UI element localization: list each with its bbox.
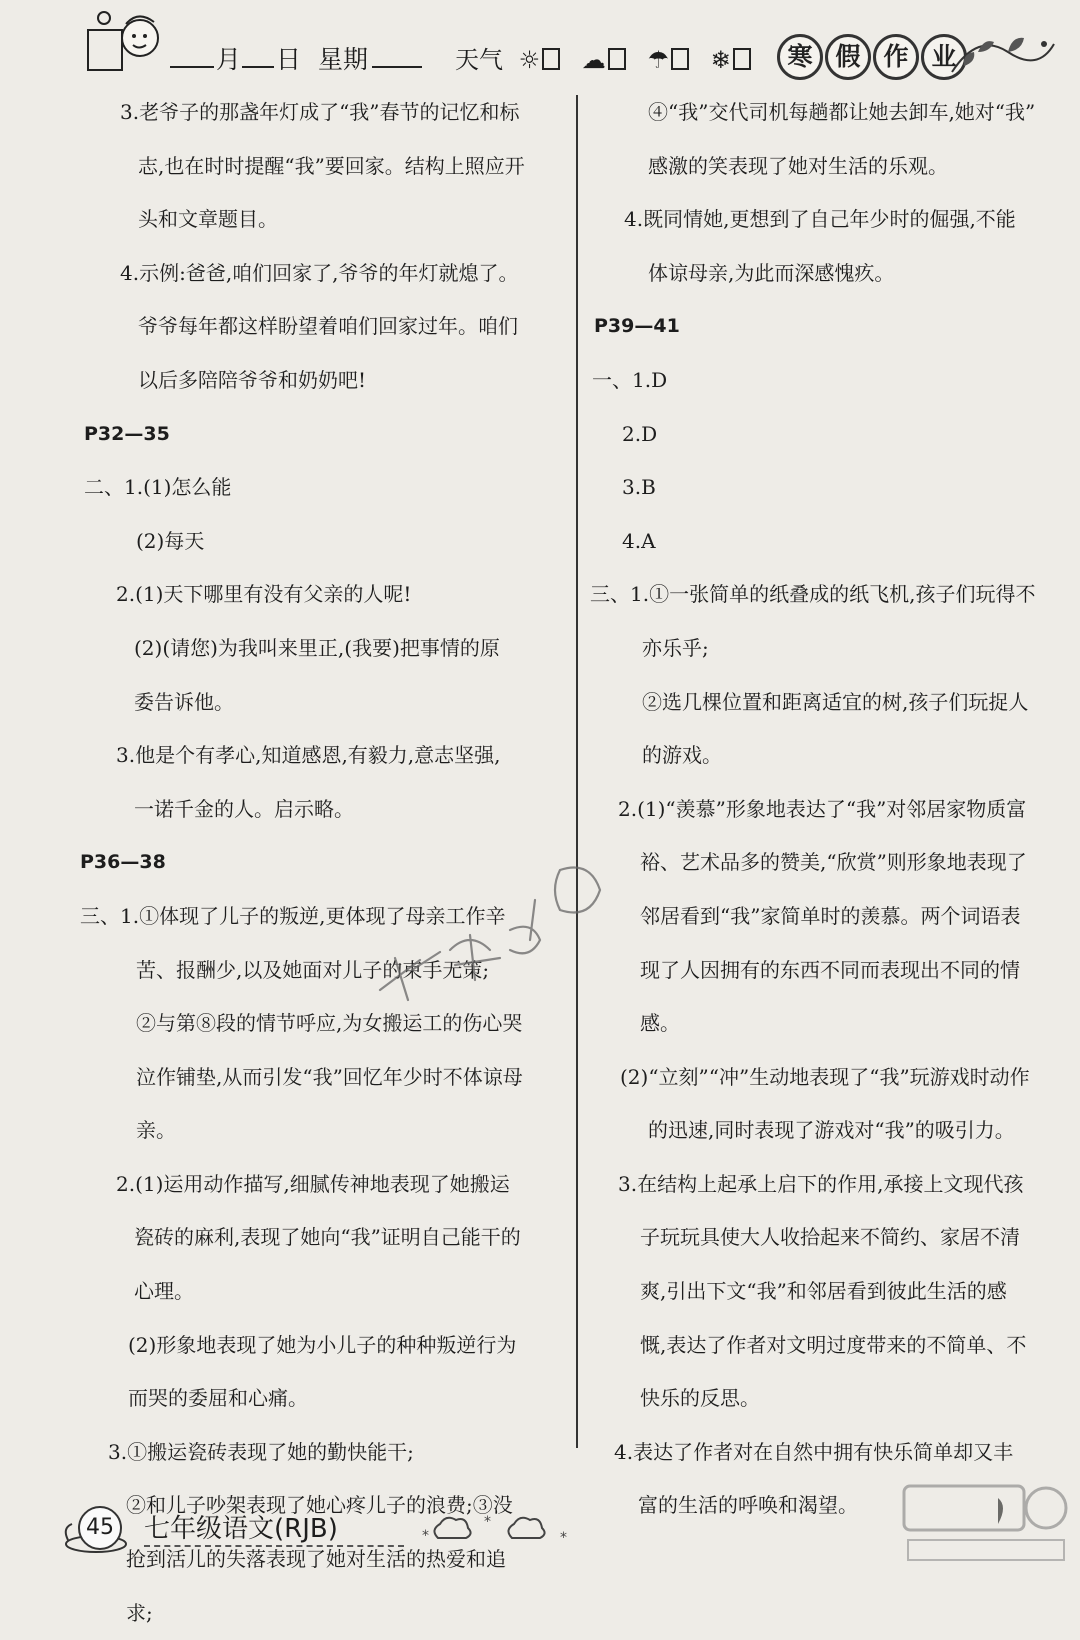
answer-line: 亦乐乎;	[642, 635, 709, 660]
day-label: 日	[276, 45, 302, 74]
answer-line: 子玩玩具使大人收拾起来不简约、家居不清	[640, 1225, 1020, 1250]
answer-line: ②选几棵位置和距离适宜的树,孩子们玩捉人	[642, 689, 1029, 714]
answer-line: (2)“立刻”“冲”生动地表现了“我”玩游戏时动作	[620, 1064, 1030, 1089]
answer-line: 抢到活儿的失落表现了她对生活的热爱和追	[126, 1547, 506, 1572]
answer-line: 2.(1)天下哪里有没有父亲的人呢!	[116, 582, 412, 607]
answer-line: 富的生活的呼唤和渴望。	[638, 1493, 858, 1518]
weather-label: 天气	[455, 46, 503, 74]
answer-line: 3.①搬运瓷砖表现了她的勤快能干;	[108, 1439, 414, 1464]
answer-line: 的迅速,同时表现了游戏对“我”的吸引力。	[648, 1118, 1015, 1143]
vine-decoration-icon	[948, 22, 1058, 82]
answer-line: 3.在结构上起承上启下的作用,承接上文现代孩	[618, 1171, 1024, 1196]
day-blank[interactable]	[242, 66, 274, 68]
weather-row	[455, 40, 751, 75]
answer-line: (2)每天	[136, 528, 205, 553]
answer-line: 体谅母亲,为此而深感愧疚。	[648, 260, 895, 285]
weekday-label: 星期	[318, 45, 369, 74]
answer-column-right	[590, 86, 1060, 1533]
answer-line: 感激的笑表现了她对生活的乐观。	[648, 153, 948, 178]
cloudy-checkbox[interactable]	[608, 48, 626, 70]
cloud-icon: ☁	[581, 46, 606, 74]
answer-line: 三、1.①体现了儿子的叛逆,更体现了母亲工作辛	[80, 903, 506, 928]
answer-line: ②与第⑧段的情节呼应,为女搬运工的伤心哭	[136, 1011, 523, 1036]
svg-text:*: *	[560, 1530, 567, 1546]
answer-line: (2)形象地表现了她为小儿子的种种叛逆行为	[128, 1332, 517, 1357]
title-underline	[144, 1545, 404, 1547]
answer-line: 亲。	[136, 1118, 176, 1143]
answer-line: 邻居看到“我”家简单时的羡慕。两个词语表	[640, 903, 1021, 928]
answer-line: 快乐的反思。	[640, 1386, 760, 1411]
column-divider	[576, 95, 578, 1448]
month-blank[interactable]	[170, 66, 214, 68]
answer-line: ④“我”交代司机每趟都让她去卸车,她对“我”	[648, 100, 1036, 124]
answer-line: 而哭的委屈和心痛。	[128, 1386, 308, 1411]
rainy-checkbox[interactable]	[671, 48, 689, 70]
answer-line: 的游戏。	[642, 743, 722, 768]
answer-line: 以后多陪陪爷爷和奶奶吧!	[138, 367, 367, 392]
answer-line: 2.(1)运用动作描写,细腻传神地表现了她搬运	[116, 1171, 510, 1196]
answer-line: 一、1.D	[592, 367, 668, 392]
answer-line: 现了人因拥有的东西不同而表现出不同的情	[640, 957, 1020, 982]
svg-text:*: *	[422, 1528, 429, 1544]
answer-line: 4.A	[622, 528, 656, 553]
answer-line: 慨,表达了作者对文明过度带来的不简单、不	[640, 1332, 1027, 1357]
answer-line: ②和儿子吵架表现了她心疼儿子的浪费;③没	[126, 1493, 513, 1518]
page-header	[0, 0, 1080, 90]
answer-line: 4.既同情她,更想到了自己年少时的倔强,不能	[624, 207, 1016, 232]
answer-line: 爽,引出下文“我”和邻居看到彼此生活的感	[640, 1279, 1007, 1304]
answer-line: 苦、报酬少,以及她面对儿子的束手无策;	[136, 957, 490, 982]
sun-icon: ☼	[518, 46, 541, 74]
weekday-blank[interactable]	[372, 66, 422, 68]
answer-line: 瓷砖的麻利,表现了她向“我”证明自己能干的	[134, 1225, 521, 1250]
answer-line: 4.表达了作者对在自然中拥有快乐简单却又丰	[614, 1439, 1014, 1464]
snow-icon: ❄	[710, 46, 731, 74]
answer-line: 感。	[640, 1011, 680, 1036]
answer-line: 2.(1)“羡慕”形象地表达了“我”对邻居家物质富	[618, 796, 1027, 821]
book-title: 七年级语文(RJB)	[144, 1514, 338, 1544]
badge-char: 寒	[777, 34, 823, 80]
sunny-checkbox[interactable]	[542, 48, 560, 70]
svg-text:*: *	[484, 1514, 491, 1530]
cloud-stars-decoration-icon	[420, 1508, 580, 1548]
answer-line: 委告诉他。	[134, 689, 234, 714]
answer-line: (2)(请您)为我叫来里正,(我要)把事情的原	[134, 635, 500, 660]
rain-icon: ☂	[647, 46, 669, 74]
answer-line: 一诺千金的人。启示略。	[134, 796, 354, 821]
answer-line: 4.示例:爸爸,咱们回家了,爷爷的年灯就熄了。	[120, 260, 519, 285]
answer-line: 泣作铺垫,从而引发“我”回忆年少时不体谅母	[136, 1064, 523, 1089]
answer-line: 二、1.(1)怎么能	[84, 475, 232, 500]
snowy-checkbox[interactable]	[733, 48, 751, 70]
badge-char: 假	[825, 34, 871, 80]
handwritten-watermark	[360, 840, 620, 1020]
section-heading: P32—35	[84, 422, 170, 445]
answer-line: 3.老爷子的那盏年灯成了“我”春节的记忆和标	[120, 100, 520, 124]
answer-line: 爷爷每年都这样盼望着咱们回家过年。咱们	[138, 314, 518, 339]
winter-homework-badge	[777, 34, 969, 80]
section-heading: P36—38	[80, 851, 166, 874]
badge-char: 业	[921, 34, 967, 80]
answer-line: 志,也在时时提醒“我”要回家。结构上照应开	[138, 153, 525, 178]
page-footer	[60, 1498, 567, 1558]
answer-line: 求;	[126, 1600, 153, 1625]
answer-line: 心理。	[134, 1279, 194, 1304]
cartoon-child-icon	[82, 8, 162, 78]
answer-line: 三、1.①一张简单的纸叠成的纸飞机,孩子们玩得不	[590, 582, 1036, 607]
section-heading: P39—41	[594, 315, 680, 338]
answer-line: 3.B	[622, 475, 656, 500]
answer-line: 2.D	[622, 421, 658, 446]
answer-line: 头和文章题目。	[138, 207, 278, 232]
badge-char: 作	[873, 34, 919, 80]
answer-line: 裕、艺术品多的赞美,“欣赏”则形象地表现了	[640, 850, 1027, 875]
page-number: 45	[78, 1506, 122, 1550]
month-label: 月	[216, 45, 242, 74]
answer-line: 3.他是个有孝心,知道感恩,有毅力,意志坚强,	[116, 743, 501, 768]
site-logo-watermark	[900, 1480, 1070, 1566]
